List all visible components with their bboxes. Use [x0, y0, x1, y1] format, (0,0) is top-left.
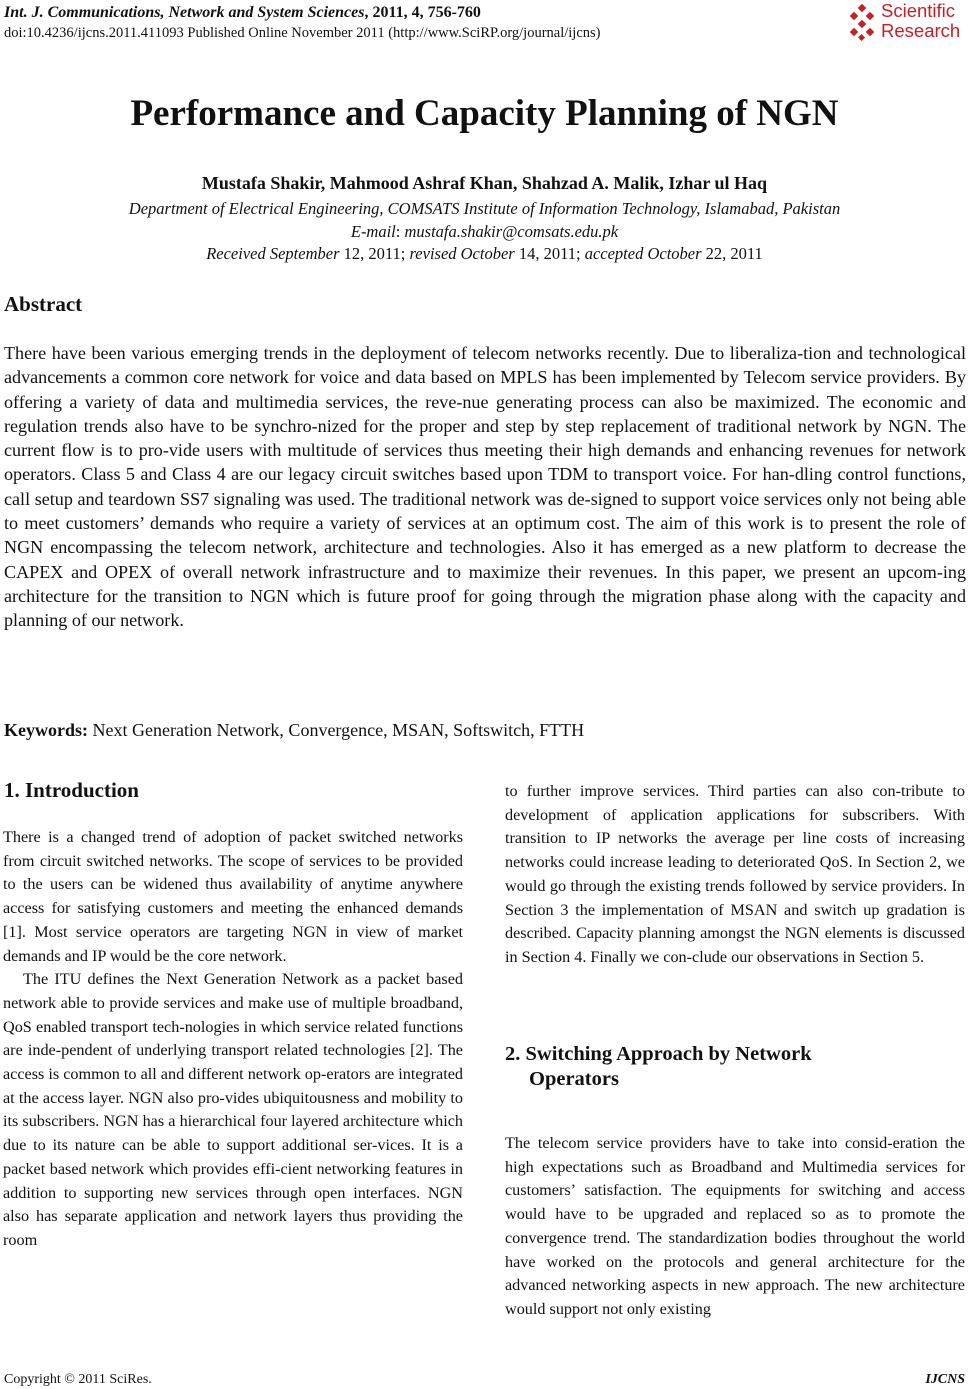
keywords-text: Next Generation Network, Convergence, MSAN, Softswitch, FTTH: [88, 720, 585, 740]
right-column: [505, 780, 965, 970]
email-address: mustafa.shakir@comsats.edu.pk: [404, 222, 619, 241]
affiliation: [0, 199, 969, 219]
intro-paragraph-2: The ITU defines the Next Generation Network as a packet based network able to provide services and make use of multiple broadband, QoS enabled transport tech-nologies in which service related functions are inde-pendent of underlying transport related technologies [2]. The access is common to all and different network op-erators are integrated at the access layer. NGN also pro-vides ubiquitousness and mobility to its subscribers. NGN has a hierarchical four layered architecture which due to its nature can be able to support additional ser-vices. It is a packet based network which provides effi-cient networking features in addition to supporting new services through open interfaces. NGN also has separate application and network layers thus providing the room: [3, 970, 463, 1249]
section-2-heading-line-2: Operators: [529, 1068, 619, 1090]
abstract-text: There have been various emerging trends in the deployment of telecom networks recently. Due to liberaliza-tion and technological advancements a common core network for voice and data based on MPLS has been implemented by Telecom service providers. By offering a variety of data and multimedia services, the reve-nue generating process can also be maximized. The economic and regulation trends also have to be synchro-nized for the proper and step by step replacement of traditional network by NGN. The current flow is to pro-vide users with multitude of services thus meeting their high demands and enhancing revenues for network operators. Class 5 and Class 4 are our legacy circuit switches based upon TDM to transport voice. For han-dling control functions, call setup and teardown SS7 signaling was used. The traditional network was de-signed to support voice services only not being able to meet customers’ demands who require a variety of services at an optimum cost. The aim of this work is to present the role of NGN encompassing the telecom network, architecture and technologies. Also it has emerged as a new platform to decrease the CAPEX and OPEX of overall network infrastructure and to maximize their revenues. In this paper, we present an upcom-ing architecture for the transition to NGN which is future proof for going through the migration phase along with the capacity and planning of our network.: [4, 343, 966, 631]
journal-title: [4, 4, 481, 22]
received-date: 12, 2011;: [339, 244, 410, 263]
section-2-heading: [505, 1042, 812, 1092]
revised-date: 14, 2011;: [514, 244, 585, 263]
section-2-body: [505, 1132, 965, 1322]
left-column: [3, 826, 463, 1253]
paper-title: Performance and Capacity Planning of NGN: [130, 93, 839, 134]
abstract-heading: Abstract: [4, 292, 83, 316]
logo-line-2: Research: [881, 20, 961, 41]
publisher-logo-text: [881, 1, 960, 41]
logo-line-1: Scientific: [881, 0, 956, 21]
email-label: E-mail: [350, 222, 396, 241]
section-2-paragraph-1: The telecom service providers have to take into consid-eration the high expectations such as Broadband and Multimedia services for customers’ satisfaction. The equipments for switching and access would have to be upgraded and replaced so as to promote the convergence trend. The standardization bodies throughout the world have worked on the protocols and general architecture for the advanced networking aspects in new approach. The new architecture would support not only existing: [505, 1134, 965, 1318]
accepted-label: accepted October: [584, 244, 702, 263]
footer-copyright: Copyright © 2011 SciRes.: [4, 1372, 152, 1387]
intro-paragraph-3: to further improve services. Third parties can also con-tribute to development of application applications for subscribers. With transition to IP networks the average per line costs of increasing networks could increase leading to deteriorated QoS. In Section 2, we would go through the existing trends followed by service providers. In Section 3 the implementation of MSAN and switch up gradation is described. Capacity planning amongst the NGN elements is discussed in Section 4. Finally we con-clude our observations in Section 5.: [505, 782, 965, 966]
intro-paragraph-1: There is a changed trend of adoption of packet switched networks from circuit switched networks. The scope of services to be provided to the users can be widened thus availability of anytime anywhere access for satisfying customers and meeting the enhanced demands [1]. Most service operators are targeting NGN in view of market demands and IP would be the core network.: [3, 828, 463, 965]
footer-journal-abbr: IJCNS: [925, 1372, 965, 1387]
received-label: Received September: [206, 244, 340, 263]
dates-line: [0, 244, 969, 264]
publisher-logo: [845, 0, 967, 44]
journal-volume: , 2011, 4, 756-760: [364, 4, 481, 21]
doi-line: doi:10.4236/ijcns.2011.411093 Published Online November 2011 (http://www.SciRP.org/journal/ijcns): [4, 25, 601, 41]
keywords-label: Keywords:: [4, 720, 88, 740]
paper-authors: Mustafa Shakir, Mahmood Ashraf Khan, Shahzad A. Malik, Izhar ul Haq: [201, 173, 768, 193]
section-1-heading: 1. Introduction: [4, 778, 139, 802]
revised-label: revised October: [409, 244, 515, 263]
publisher-logo-icon: [845, 4, 879, 42]
journal-name: Int. J. Communications, Network and System Sciences: [4, 4, 365, 21]
affiliation-text: Department of Electrical Engineering, COMSATS Institute of Information Technology, Islamabad, Pakistan: [128, 199, 841, 218]
keywords-line: [4, 720, 584, 741]
section-2-heading-line-1: 2. Switching Approach by Network: [505, 1043, 812, 1065]
accepted-date: 22, 2011: [701, 244, 763, 263]
email-line: E-mail: mustafa.shakir@comsats.edu.pk: [350, 222, 619, 241]
